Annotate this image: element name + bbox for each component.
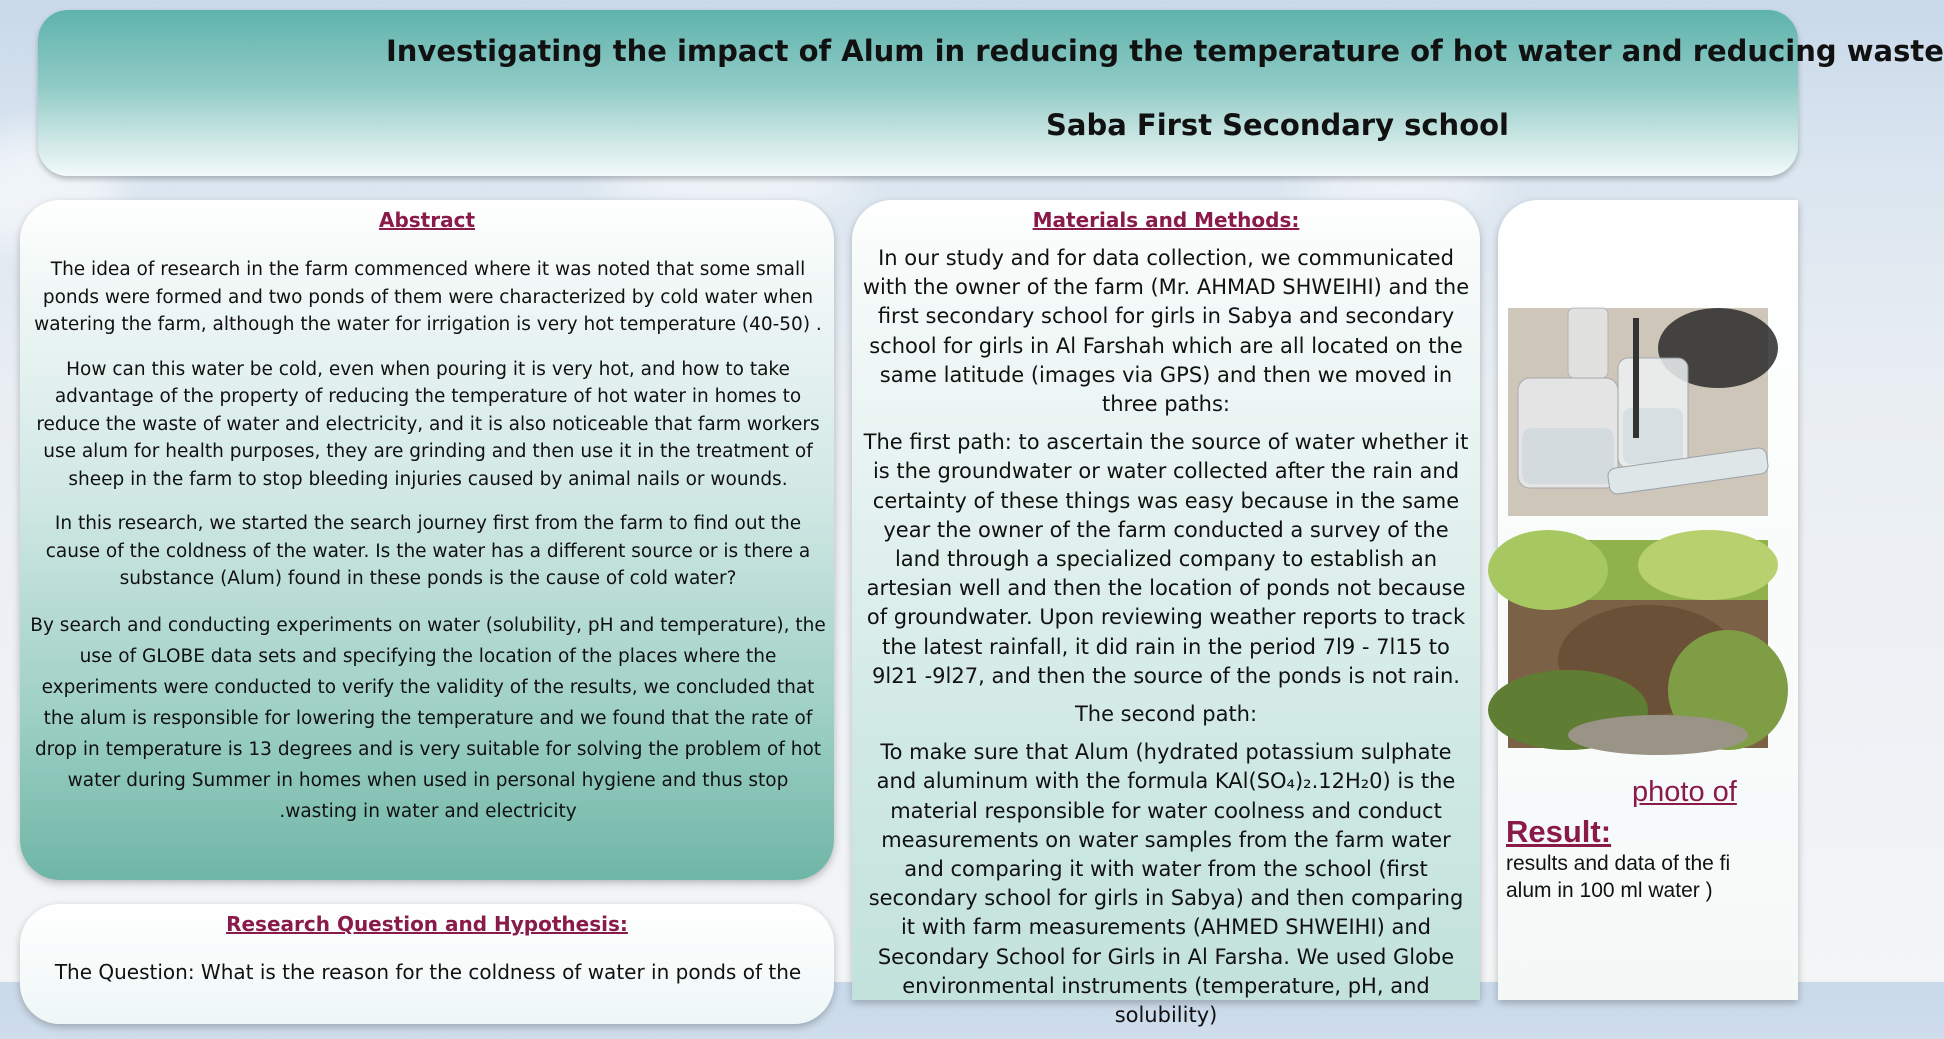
poster-title: Investigating the impact of Alum in reducing the temperature of hot water and reducing waste <box>386 34 1944 68</box>
abstract-paragraph: In this research, we started the search journey first from the farm to find out the cause of the coldness of the water. Is the water has a different source or is there a substance (Alum) found in these ponds is the cause of cold water? <box>45 513 811 589</box>
methods-paragraph: To make sure that Alum (hydrated potassium sulphate and aluminum with the formula KAl(SO₄)₂.12H₂0) is the material responsible for water coolness and conduct measurements on water samples from the farm water and comparing it with water from the school (first secondary school for girls in Sabya) and then comparing it with farm measurements (AHMED SHWEIHI) and Secondary School for Girls in Al Farsha. We used Globe environmental instruments (temperature, pH, and solubility) <box>868 740 1464 1028</box>
result-text <box>1506 850 1766 904</box>
lab-equipment-photo <box>1508 308 1768 516</box>
methods-paragraph: In our study and for data collection, we communicated with the owner of the farm (Mr. AHMAD SHWEIHI) and the first secondary school for girls in Sabya and secondary school for girls in Al Farshah which are all located on the same latitude (images via GPS) and then we moved in three paths: <box>862 246 1470 417</box>
abstract-heading: Abstract <box>378 208 476 232</box>
research-question-heading: Research Question and Hypothesis: <box>226 912 628 936</box>
photo-caption: photo of <box>1632 776 1737 808</box>
abstract-panel <box>20 200 834 880</box>
farm-pond-photo <box>1508 540 1768 748</box>
abstract-body <box>30 256 826 844</box>
methods-body <box>860 244 1472 1039</box>
research-question-text: The Question: What is the reason for the coldness of water in ponds of the <box>54 960 802 984</box>
abstract-paragraph: How can this water be cold, even when pouring it is very hot, and how to take advantage of the property of reducing the temperature of hot water in homes to reduce the waste of water and electricity, and it is also noticeable that farm workers use alum for health purposes, they are grinding and then use it in the treatment of sheep in the farm to stop bleeding injuries caused by animal nails or wounds. <box>36 358 820 490</box>
result-line: results and data of the fi <box>1506 852 1731 875</box>
methods-paragraph: The second path: <box>1074 702 1258 727</box>
research-question-panel <box>20 904 834 1024</box>
school-name: Saba First Secondary school <box>1046 108 1509 142</box>
abstract-paragraph: The idea of research in the farm commenced where it was noted that some small ponds were formed and two ponds of them were characterized by cold water when watering the farm, although the water for irrigation is very hot temperature (40-50) . <box>34 259 822 335</box>
abstract-paragraph: By search and conducting experiments on water (solubility, pH and temperature), the use of GLOBE data sets and specifying the location of the places where the experiments were conducted to verify the validity of the results, we concluded that the alum is responsible for lowering the temperature and we found that the rate of drop in temperature is 13 degrees and is very suitable for solving the problem of hot water during Summer in homes when used in personal hygiene and thus stop .wasting in water and electricity <box>30 614 826 822</box>
methods-heading: Materials and Methods: <box>1032 208 1300 232</box>
methods-paragraph: The first path: to ascertain the source of water whether it is the groundwater or water collected after the rain and certainty of these things was easy because in the same year the owner of the farm conducted a survey of the land through a specialized company to establish an artesian well and then the location of ponds not because of groundwater. Upon reviewing weather reports to track the latest rainfall, it did rain in the period 7l9 - 7l15 to 9l21 -9l27, and then the source of the ponds is not rain. <box>863 430 1469 688</box>
materials-methods-panel <box>852 200 1480 1028</box>
result-line: alum in 100 ml water ) <box>1506 879 1713 902</box>
result-heading: Result: <box>1506 814 1612 849</box>
